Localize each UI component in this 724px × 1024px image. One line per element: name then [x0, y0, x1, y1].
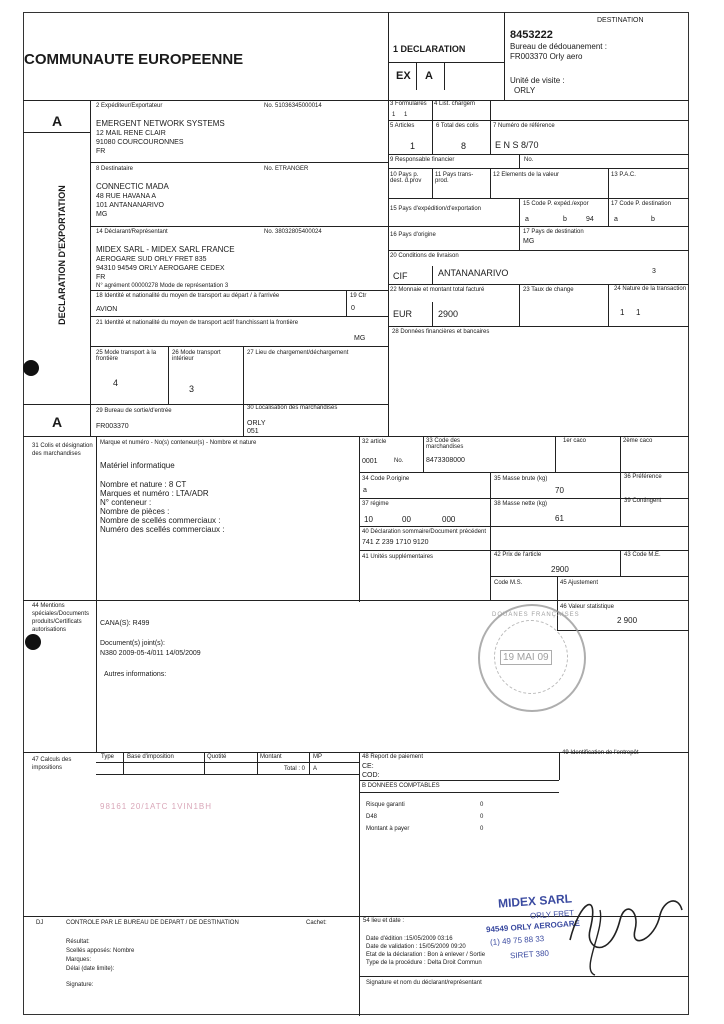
divider-box15a [519, 198, 520, 250]
box49-label: 49 Identification de l'entrepôt [562, 750, 639, 756]
line-r4 [388, 198, 689, 199]
box30-label: 30 Localisation des marchandises [247, 405, 338, 411]
box16-label: 16 Pays d'origine [390, 232, 436, 238]
box40-value: 741 Z 239 1710 9120 [362, 539, 429, 546]
box15a-a: a [525, 216, 529, 223]
box17-value: MG [523, 238, 535, 245]
box33-label: 33 Code des marchandises [426, 438, 464, 450]
divider-box17a [608, 198, 609, 226]
declarant-label: 14 Déclarant/Représentant [96, 229, 168, 235]
divider-box33 [423, 436, 424, 472]
box32-label: 32 article [362, 439, 387, 445]
box24-v2: 1 [636, 308, 641, 317]
footer-procedure: Type de la procédure : Delta Droit Commun [366, 960, 482, 966]
line-g5 [490, 576, 689, 577]
exporter-no: No. 51036345000014 [264, 103, 322, 109]
box24-label: 24 Nature de la transaction [614, 286, 687, 292]
goods-description: Matériel informatique [100, 461, 175, 470]
box26-label: 26 Mode transport intérieur [172, 350, 221, 362]
divider-box19 [346, 290, 347, 316]
footer-result: Résultat: Scellés apposés: Nombre Marques: Délai (date limite): [66, 939, 135, 972]
consignee-address2: 101 ANTANANARIVO [96, 202, 164, 209]
box25-label: 25 Mode transport à la frontière [96, 350, 157, 362]
line-consignee [90, 162, 388, 163]
footer-box54: 54 lieu et date : [363, 918, 405, 924]
exporter-name: EMERGENT NETWORK SYSTEMS [96, 119, 225, 128]
divider-box27 [243, 346, 244, 404]
box15a-label: 15 Code P. expéd./expor [523, 201, 589, 207]
line-r5 [388, 226, 689, 227]
declaration-type-ex: EX [396, 70, 411, 82]
ex-a-divider-2 [444, 62, 445, 90]
box17-label: 17 Pays de destination [523, 229, 584, 235]
box35-value: 70 [555, 486, 564, 495]
line-g3 [359, 526, 689, 527]
box25-value: 4 [113, 378, 119, 388]
box47-col-mp: MP [313, 754, 322, 760]
caco-second: 2ème caco [623, 438, 653, 444]
box47-col-type: Type [101, 754, 115, 760]
box44-docs-value: N380 2009-05-4/011 14/05/2009 [100, 650, 201, 657]
divider-col-mp [309, 752, 310, 774]
line-g6 [23, 600, 689, 601]
boxB-row3-label: Montant à payer [366, 826, 410, 832]
box24-v1: 1 [620, 308, 625, 317]
header-bottom-line [23, 100, 689, 101]
divider-box30 [243, 404, 244, 436]
divider-box-caco2 [620, 436, 621, 472]
box44-label: 44 Mentions spéciales/Documents produits/Certificats autorisations [32, 603, 90, 633]
handwritten-signature [560, 870, 690, 980]
boxB-row3-value: 0 [480, 826, 484, 832]
box12-label: 12 Elements de la valeur [493, 172, 560, 178]
copy-letter-a-bottom: A [52, 414, 63, 430]
box-code-ms-label: Code M.S. [494, 580, 523, 586]
box3-v2: 1 [404, 112, 408, 118]
box28-label: 28 Données financières et bancaires [392, 329, 490, 335]
caco-first: 1er caco [563, 438, 587, 444]
box17a-b: b [651, 216, 655, 223]
box9-label: 9 Responsable financier [390, 157, 455, 163]
boxB-row1-label: Risque garanti [366, 802, 405, 808]
declarant-address1: AEROGARE SUD ORLY FRET 835 [96, 256, 207, 263]
box9-no: No. [524, 157, 534, 163]
divider-col-base [123, 752, 124, 774]
box47-total: Total : 0 [284, 766, 306, 772]
box22-currency: EUR [393, 309, 413, 319]
consignee-name: CONNECTIC MADA [96, 182, 169, 191]
line-box21 [90, 316, 388, 317]
customs-stamp [478, 604, 586, 712]
company-stamp-line4: SIRET 380 [509, 948, 550, 961]
community-title: COMMUNAUTE EUROPEENNE [24, 51, 244, 68]
box11-label: 11 Pays trans- prod. [435, 172, 474, 184]
box21-label: 21 Identité et nationalité du moyen de transport actif franchissant la frontière [96, 320, 299, 326]
divider-box43 [620, 550, 621, 576]
line-r2 [388, 154, 689, 155]
box43-label: 43 Code M.E. [624, 552, 661, 558]
line-g1 [359, 472, 689, 473]
divider-box7 [490, 100, 491, 154]
footer-dj: DJ [36, 920, 44, 926]
box37-v2: 00 [402, 515, 411, 524]
box6-value: 8 [461, 141, 467, 151]
box26-value: 3 [189, 384, 195, 394]
divider-no [519, 154, 520, 168]
declaration-label: 1 DECLARATION [393, 44, 466, 54]
visa-label: Unité de visite : [510, 76, 565, 85]
exporter-address2: 91080 COURCOURONNES [96, 139, 184, 146]
company-stamp-name: MIDEX SARL [497, 891, 573, 911]
box37-label: 37 régime [362, 501, 389, 507]
box13-label: 13 P.A.C. [611, 172, 636, 178]
box19-value: 0 [351, 305, 355, 312]
box18-label: 18 Identité et nationalité du moyen de transport au départ / à l'arrivée [96, 293, 280, 299]
faint-pink-mark: 98161 20/1ATC 1VIN1BH [100, 802, 213, 811]
reference-number: 8453222 [510, 29, 553, 41]
line-g4 [359, 550, 689, 551]
box47-col-quotite: Quotité [207, 754, 227, 760]
destination-label: DESTINATION [597, 17, 644, 24]
declarant-name: MIDEX SARL - MIDEX SARL FRANCE [96, 245, 235, 254]
line-r1 [388, 120, 689, 121]
binder-hole-1 [23, 360, 39, 376]
ex-a-divider [416, 62, 417, 90]
header-divider [388, 12, 389, 100]
vertical-title: DECLARATION D'EXPORTATION [57, 185, 67, 325]
box17a-a: a [614, 216, 618, 223]
header-divider-2 [504, 12, 505, 100]
copy-letter-a: A [52, 113, 63, 129]
box32-value: 0001 [362, 458, 378, 465]
box30-value2: 051 [247, 428, 259, 435]
box23-label: 23 Taux de change [523, 287, 574, 293]
box6-label: 6 Total des colis [436, 123, 479, 129]
line-r6 [388, 250, 689, 251]
box37-v3: 000 [442, 515, 456, 524]
divider-box36 [620, 472, 621, 526]
line-box47-row [96, 762, 359, 763]
box33-value: 8473308000 [426, 457, 465, 464]
footer-signature: Signature: [66, 982, 94, 988]
divider-box23 [519, 284, 520, 326]
box41-label: 41 Unités supplémentaires [362, 554, 434, 560]
box40-label: 40 Déclaration sommaire/Document précédent [362, 529, 487, 535]
company-stamp-line3: (1) 49 75 88 33 [489, 934, 545, 947]
box22-divider [432, 302, 433, 326]
divider-col-montant [257, 752, 258, 774]
box3-v1: 1 [392, 112, 396, 118]
divider-box35 [490, 472, 491, 600]
box4-label: 4 List. chargem [434, 101, 476, 107]
box42-value: 2900 [551, 565, 569, 574]
consignee-country: MG [96, 211, 108, 218]
box7-label: 7 Numéro de référence [493, 123, 555, 129]
box3-label: 3 Formulaires [390, 101, 427, 107]
box22-amount: 2900 [438, 309, 459, 319]
box46-value: 2 900 [617, 616, 638, 625]
line-box47-total [96, 774, 359, 775]
box21-country: MG [354, 335, 366, 342]
boxB-row1-value: 0 [480, 802, 484, 808]
box47-label: 47 Calculs des impositions [32, 757, 72, 771]
box15-label: 15 Pays d'expédition/d'exportation [390, 206, 482, 212]
box44-other: Autres informations: [104, 671, 167, 678]
declaration-type-a: A [425, 70, 433, 82]
box18-value: AVION [96, 306, 118, 313]
footer-cachet: Cachet: [306, 920, 327, 926]
line-r3 [388, 168, 689, 169]
divider-box4 [432, 100, 433, 154]
declarant-agreement: N° agrément 00000278 Mode de représentation 3 [96, 283, 229, 289]
box44-cana: CANA(S): R499 [100, 620, 150, 627]
box46-label: 46 Valeur statistique [560, 604, 614, 610]
company-stamp-line2: 94549 ORLY AEROGARE [485, 918, 581, 935]
divider-box45 [557, 576, 558, 602]
box32-no: No. [394, 458, 404, 464]
exporter-label: 2 Expéditeur/Exportateur [96, 103, 163, 109]
declarant-no: No. 38032805400024 [264, 229, 322, 235]
box10-label: 10 Pays p. dest. d.prov [390, 172, 422, 184]
box34-value: a [363, 487, 367, 494]
goods-label: 31 Colis et désignation des marchandises [32, 443, 93, 457]
boxB-row2-label: D48 [366, 814, 378, 820]
line-r7 [388, 284, 689, 285]
binder-hole-2 [25, 634, 41, 650]
left-a-box-line [23, 132, 90, 133]
line-goods-top [23, 436, 689, 437]
line-box25 [90, 346, 388, 347]
divider-box11 [432, 168, 433, 198]
divider-box12 [490, 168, 491, 198]
box5-value: 1 [410, 141, 416, 151]
declarant-address2: 94310 94549 ORLY AEROGARE CEDEX [96, 265, 225, 272]
box38-label: 38 Masse nette (kg) [494, 501, 548, 507]
box48-ce: CE: [362, 763, 374, 770]
box35-label: 35 Masse brute (kg) [494, 476, 548, 482]
left-column-line [90, 100, 91, 436]
divider-box-caco1 [555, 436, 556, 472]
customs-office-label: Bureau de dédouanement : [510, 42, 607, 51]
box15a-b: b [563, 216, 567, 223]
box37-v1: 10 [364, 515, 373, 524]
consignee-no: No. ETRANGER [264, 166, 309, 172]
customs-stamp-top: DOUANES FRANÇAISES [492, 612, 580, 618]
customs-office-value: FR003370 Orly aero [510, 52, 583, 61]
box22-label: 22 Monnaie et montant total facturé [390, 287, 485, 293]
box20-num: 3 [652, 268, 656, 275]
box44-docs-label: Document(s) joint(s): [100, 640, 165, 647]
customs-stamp-date: 19 MAI 09 [500, 650, 552, 665]
declarant-country: FR [96, 274, 106, 281]
box19-label: 19 Ctr [350, 293, 367, 299]
goods-right-column [359, 436, 360, 602]
footer-signature-declarant: Signature et nom du déclarant/représentant [366, 980, 482, 986]
consignee-address1: 48 RUE HAVANA A [96, 193, 157, 200]
boxB-row2-value: 0 [480, 814, 484, 820]
line-transport [90, 290, 388, 291]
boxB-label: B DONNEES COMPTABLES [362, 783, 440, 789]
visa-value: ORLY [514, 86, 536, 95]
box47-col-montant: Montant [260, 754, 282, 760]
box42-label: 42 Prix de l'article [494, 552, 542, 558]
exporter-country: FR [96, 148, 106, 155]
line-boxB-top [359, 780, 559, 781]
footer-control: CONTROLE PAR LE BUREAU DE DEPART / DE DESTINATION [66, 920, 239, 926]
consignee-label: 8 Destinataire [96, 166, 134, 172]
box5-label: 5 Articles [390, 123, 415, 129]
divider-col-quotite [204, 752, 205, 774]
divider-box26 [168, 346, 169, 404]
box30-value1: ORLY [247, 420, 266, 427]
box20-place: ANTANANARIVO [438, 268, 509, 278]
box39-label: 39 Contingent [624, 498, 662, 504]
divider-box49 [559, 752, 560, 780]
box36-label: 36 Préférence [624, 474, 662, 480]
goods-left-column [96, 436, 97, 752]
goods-lines: Nombre et nature : 8 CT Marques et numéro : LTA/ADR N° conteneur : Nombre de pièces : Nombre de scellés commerciaux : Numéro des scellés commerciaux : [100, 480, 225, 534]
box17a-label: 17 Code P. destination [611, 201, 671, 207]
box34-label: 34 Code P.origine [362, 476, 410, 482]
box48-label: 48 Report de paiement [362, 754, 424, 760]
footer-etat: Etat de la déclaration : Bon à enlever / Sortie [366, 952, 486, 958]
box15a-value: 94 [586, 216, 594, 223]
line-box29 [90, 404, 388, 405]
divider-box13 [608, 168, 609, 198]
box7-value: E N S 8/70 [495, 140, 539, 150]
left-a2-box-top [23, 404, 90, 405]
goods-header: Marque et numéro - No(s) conteneur(s) - Nombre et nature [100, 440, 257, 446]
box20-code: CIF [393, 271, 408, 281]
box20-divider [432, 266, 433, 284]
box38-value: 61 [555, 514, 564, 523]
box29-label: 29 Bureau de sortie/d'entrée [96, 408, 172, 414]
line-boxB-bottom [359, 792, 559, 793]
footer-validation: Date de validation : 15/05/2009 09:20 [366, 944, 466, 950]
box29-value: FR003370 [96, 423, 129, 430]
box47-col-base: Base d'imposition [127, 754, 174, 760]
middle-column-line [388, 100, 389, 436]
box20-label: 20 Conditions de livraison [390, 253, 459, 259]
box27-label: 27 Lieu de chargement/déchargement [247, 350, 349, 356]
box45-label: 45 Ajustement [560, 580, 599, 586]
divider-box24 [608, 284, 609, 326]
exporter-address1: 12 MAIL RENE CLAIR [96, 130, 166, 137]
footer-edition: Date d'édition :15/05/2009 03:16 [366, 936, 453, 942]
line-r8 [388, 326, 689, 327]
line-declarant [90, 226, 388, 227]
company-stamp-line1: ORLY FRET [529, 908, 575, 921]
header-mid-line [388, 62, 504, 63]
box47-total-a: A [313, 766, 318, 772]
box48-cod: COD: [362, 772, 380, 779]
